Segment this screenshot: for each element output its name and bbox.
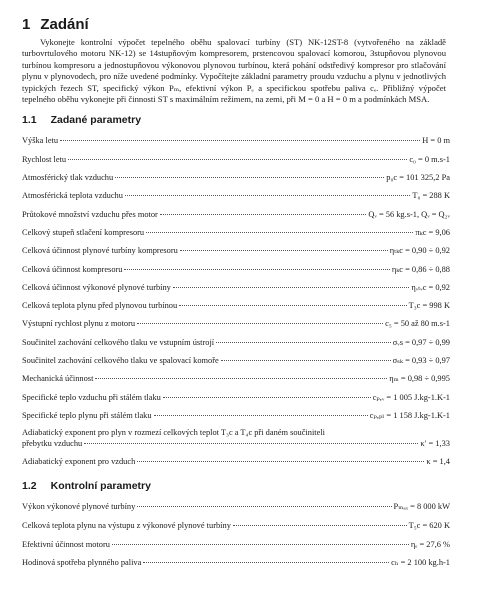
- parameter-row-adiabatic-gas: [22, 425, 450, 453]
- chapter-heading: [22, 16, 450, 33]
- section-number: 1.1: [22, 114, 37, 127]
- parameter-label: Celková účinnost plynové turbíny kompresoru: [22, 246, 178, 256]
- chapter-title: Zadání: [40, 16, 89, 33]
- section-title: Kontrolní parametry: [50, 480, 151, 493]
- dot-leader: [124, 269, 389, 270]
- section-heading-control-parameters: [22, 480, 450, 492]
- parameter-value: T₀ = 288 K: [412, 191, 450, 201]
- parameter-label: Celková účinnost výkonové plynové turbíny: [22, 282, 171, 292]
- dot-leader: [60, 140, 420, 141]
- parameter-value: ηᵥₜᵥc = 0,92: [411, 282, 450, 292]
- dot-leader: [95, 378, 387, 379]
- parameter-row: [22, 261, 450, 279]
- parameter-row: [22, 151, 450, 169]
- parameter-row: [22, 169, 450, 187]
- parameter-row: [22, 334, 450, 352]
- parameter-label: Specifické teplo plynu při stálém tlaku: [22, 410, 152, 420]
- dot-leader: [84, 443, 418, 444]
- section-heading-given-parameters: [22, 114, 450, 126]
- parameter-label: Atmosférický tlak vzduchu: [22, 173, 114, 183]
- parameter-value: Qᵥ = 56 kg.s-1, Qᵥ = Q₂ᵥ: [368, 209, 450, 219]
- chapter-number: 1: [22, 16, 31, 33]
- parameter-value: ηₜₖc = 0,90 ÷ 0,92: [389, 246, 450, 256]
- parameter-value: cₚ,ₚₗ = 1 158 J.kg-1.K-1: [369, 410, 450, 420]
- parameter-label: Výstupní rychlost plynu z motoru: [22, 319, 136, 329]
- parameter-value: Pₘₐₓ = 8 000 kW: [393, 502, 450, 512]
- parameter-value: T₅c = 620 K: [408, 521, 450, 531]
- dot-leader: [216, 342, 391, 343]
- parameter-value: c₀ = 0 m.s-1: [409, 154, 450, 164]
- parameter-value: cₚ,ᵥ = 1 005 J.kg-1.K-1: [372, 392, 450, 402]
- parameter-value: πₖc = 9,06: [415, 227, 450, 237]
- dot-leader: [137, 323, 383, 324]
- parameter-label: Specifické teplo vzduchu při stálém tlaku: [22, 392, 161, 402]
- parameter-row: [22, 389, 450, 407]
- parameter-value: c₅ = 50 až 80 m.s-1: [385, 319, 450, 329]
- parameter-label: Rychlost letu: [22, 154, 67, 164]
- section-number: 1.2: [22, 480, 37, 493]
- parameter-label: Celková teplota plynu před plynovou turbínou: [22, 301, 178, 311]
- parameter-label: Hodinová spotřeba plynného paliva: [22, 558, 142, 568]
- parameter-label: Atmosférická teplota vzduchu: [22, 191, 123, 201]
- parameter-value: cₕ = 2 100 kg.h-1: [391, 558, 450, 568]
- parameter-label: Výkon výkonové plynové turbíny: [22, 502, 136, 512]
- dot-leader: [137, 461, 424, 462]
- parameter-label: Průtokové množství vzduchu přes motor: [22, 209, 158, 219]
- dot-leader: [143, 562, 389, 563]
- parameter-row: [22, 498, 450, 517]
- parameter-row: [22, 242, 450, 260]
- parameter-row: [22, 206, 450, 224]
- dot-leader: [180, 250, 388, 251]
- dot-leader: [179, 305, 406, 306]
- parameter-row: [22, 224, 450, 242]
- parameter-label: Mechanická účinnost: [22, 374, 94, 384]
- parameter-label: Adiabatický exponent pro vzduch: [22, 457, 136, 467]
- parameter-value: σᵥs = 0,97 ÷ 0,99: [392, 337, 450, 347]
- parameter-value: ηₑ = 27,6 %: [410, 539, 450, 549]
- dot-leader: [173, 287, 409, 288]
- parameter-value: ηₖc = 0,86 ÷ 0,88: [391, 264, 450, 274]
- dot-leader: [125, 195, 410, 196]
- parameter-row: [22, 279, 450, 297]
- dot-leader: [137, 506, 391, 507]
- parameter-value: σₛₖ = 0,93 ÷ 0,97: [392, 356, 450, 365]
- section-title: Zadané parametry: [50, 114, 142, 127]
- parameter-row: [22, 554, 450, 573]
- dot-leader: [160, 214, 367, 215]
- dot-leader: [233, 525, 407, 526]
- parameter-value: ηₘ = 0,98 ÷ 0,995: [389, 374, 450, 384]
- parameter-value: H = 0 m: [422, 136, 450, 146]
- parameter-value: T₃c = 998 K: [408, 301, 450, 311]
- parameter-row: [22, 315, 450, 333]
- dot-leader: [146, 232, 413, 233]
- parameter-label: Celkový stupeň stlačení kompresoru: [22, 227, 145, 237]
- parameter-row: [22, 407, 450, 425]
- parameter-value: p₀c = 101 325,2 Pa: [386, 173, 450, 183]
- dot-leader: [68, 159, 407, 160]
- dot-leader: [163, 397, 371, 398]
- dot-leader: [221, 360, 391, 361]
- parameter-value: κ′ = 1,33: [420, 439, 450, 449]
- parameter-label: Efektivní účinnost motoru: [22, 539, 110, 549]
- parameter-label: Výška letu: [22, 136, 59, 146]
- parameter-label-line2: přebytku vzduchu: [22, 439, 83, 449]
- dot-leader: [112, 544, 409, 545]
- parameter-row: [22, 370, 450, 388]
- parameter-row: [22, 517, 450, 536]
- parameter-row: [22, 132, 450, 150]
- parameter-label: Součinitel zachování celkového tlaku ve vstupním ústrojí: [22, 337, 215, 347]
- intro-paragraph: Vykonejte kontrolní výpočet tepelného oběhu spalovací turbíny (ST) NK-12ST-8 (vytvořeného na základě turbovrtulového motoru NK-12) se 14stupňovým kompresorem, prstencovou spalovací komorou, 3stupňovou plynovou turbínou kompresoru a jednostupňovou výkonovou plynovou turbínou, která pohání odstředivý kompresor pro stlačování plynu v plynovodech, pro níže uvedené podmínky. Vypočítejte základní parametry proudu vzduchu a plynu v jednotlivých typických řezech ST, specifický výkon Pₘ, efektivní výkon Pₑ a specifickou spotřebu paliva cₑ. Přibližný výpočet tepelného oběhu vykonejte při činnosti ST s maximálním režimem, na zemi, při M = 0 a H = 0 m a podmínkách MSA.: [22, 37, 446, 105]
- parameter-label: Součinitel zachování celkového tlaku ve spalovací komoře: [22, 356, 219, 365]
- dot-leader: [115, 177, 384, 178]
- control-parameters-list: [22, 498, 450, 572]
- parameter-row: [22, 352, 450, 370]
- parameter-label: Celková teplota plynu na výstupu z výkonové plynové turbíny: [22, 521, 231, 531]
- parameter-row: [22, 297, 450, 315]
- parameter-row-adiabatic-air: [22, 453, 450, 471]
- parameter-label-line1: Adiabatický exponent pro plyn v rozmezí celkových teplot T₃c a T₄c při daném součiniteli: [22, 428, 325, 438]
- given-parameters-list: [22, 132, 450, 471]
- parameter-label: Celková účinnost kompresoru: [22, 264, 123, 274]
- parameter-row: [22, 536, 450, 555]
- parameter-value: κ = 1,4: [426, 457, 450, 467]
- dot-leader: [154, 415, 368, 416]
- parameter-row: [22, 187, 450, 205]
